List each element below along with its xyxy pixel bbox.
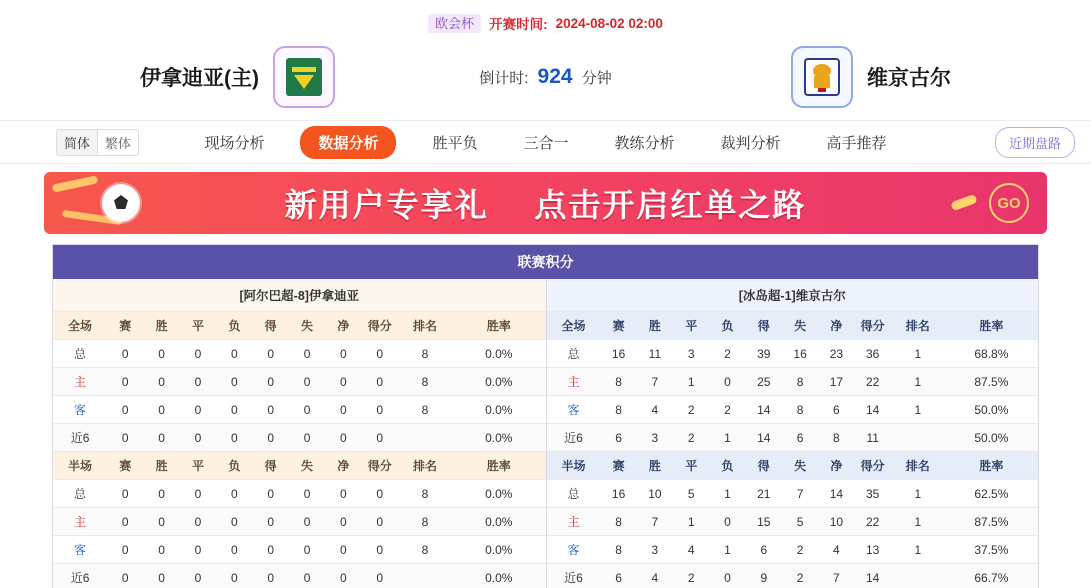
cell: 8 [600,396,636,424]
cell: 1 [673,368,709,396]
col-goals-for: 得 [253,312,289,340]
away-team-name: 维京古尔 [867,67,951,90]
col-draw: 平 [180,312,216,340]
countdown-label: 倒计时: [479,70,529,87]
cell: 0 [216,536,252,564]
cell-scope: 近6 [547,564,601,588]
col-win: 胜 [637,312,673,340]
cell: 8 [600,508,636,536]
cell: 0 [362,564,398,588]
cell: 7 [637,368,673,396]
col-played: 赛 [107,452,143,480]
cell: 10 [637,480,673,508]
col-rank: 排名 [891,452,945,480]
col-scope: 全场 [547,312,601,340]
cell: 0 [180,396,216,424]
cell: 0 [143,564,179,588]
cell: 1 [891,480,945,508]
table-row [53,396,546,424]
cell: 6 [782,424,818,452]
lang-traditional[interactable]: 繁体 [98,129,139,156]
cell: 50.0% [945,424,1038,452]
cell: 0 [253,564,289,588]
cell: 16 [782,340,818,368]
cell: 0 [289,368,325,396]
cell-scope: 主 [53,368,107,396]
cell: 8 [398,396,452,424]
col-goals-for: 得 [746,452,782,480]
cell: 6 [746,536,782,564]
cell: 5 [673,480,709,508]
cell: 11 [855,424,891,452]
cell: 7 [818,564,854,588]
cell: 87.5% [945,508,1038,536]
cell: 37.5% [945,536,1038,564]
cell: 68.8% [945,340,1038,368]
main-nav [0,120,1091,164]
cell: 14 [818,480,854,508]
cell: 0 [180,536,216,564]
away-standings-header: [冰岛超-1]维京古尔 [547,279,1039,311]
cell: 0.0% [452,480,546,508]
tab-three-in-one[interactable]: 三合一 [523,134,569,152]
cell: 0.0% [452,424,546,452]
cell: 0.0% [452,564,546,588]
banner-text [44,180,1047,226]
cell: 0 [216,396,252,424]
cell: 22 [855,368,891,396]
panel-title: 联赛积分 [53,245,1038,279]
cell: 8 [818,424,854,452]
cell: 0 [325,368,361,396]
table-row [53,368,546,396]
cell [398,424,452,452]
cell: 0 [289,340,325,368]
cell: 0 [325,508,361,536]
col-win: 胜 [143,452,179,480]
cell-scope: 主 [53,508,107,536]
col-points: 得分 [855,312,891,340]
cell-scope: 客 [547,396,601,424]
cell: 1 [709,424,745,452]
cell: 2 [782,564,818,588]
tab-coach-analysis[interactable]: 教练分析 [614,134,675,152]
cell-scope: 总 [53,340,107,368]
cell: 8 [600,368,636,396]
cell: 0 [362,480,398,508]
col-played: 赛 [600,452,636,480]
cell: 14 [855,396,891,424]
cell: 8 [398,508,452,536]
cell: 0 [325,424,361,452]
cell: 0.0% [452,396,546,424]
cell: 0 [107,480,143,508]
col-played: 赛 [600,312,636,340]
col-lose: 负 [709,312,745,340]
cell: 39 [746,340,782,368]
cell: 0 [216,340,252,368]
cell: 1 [891,536,945,564]
cell: 0 [143,508,179,536]
kickoff-time: 2024-08-02 02:00 [555,15,663,31]
col-goal-diff: 净 [325,452,361,480]
cell: 3 [637,424,673,452]
cell: 0 [253,396,289,424]
cell: 0 [107,424,143,452]
cell: 0 [216,480,252,508]
col-rank: 排名 [398,452,452,480]
cell-scope: 主 [547,508,601,536]
banner-line1: 新用户专享礼 [284,187,489,223]
cell: 13 [855,536,891,564]
cell: 14 [746,424,782,452]
cell-scope: 主 [547,368,601,396]
away-team-badge-icon [791,46,853,108]
competition-tag: 欧会杯 [428,14,481,33]
cell: 10 [818,508,854,536]
col-goals-against: 失 [289,312,325,340]
cell: 7 [637,508,673,536]
cell: 0 [289,480,325,508]
cell: 1 [891,368,945,396]
table-row [547,340,1039,368]
cell: 0 [216,368,252,396]
tab-win-draw-lose[interactable]: 胜平负 [432,134,478,152]
cell: 0 [143,368,179,396]
col-points: 得分 [362,312,398,340]
col-points: 得分 [362,452,398,480]
cell: 17 [818,368,854,396]
cell: 7 [782,480,818,508]
cell: 0 [362,424,398,452]
cell: 87.5% [945,368,1038,396]
cell: 0 [253,480,289,508]
away-halftime-table [547,451,1039,588]
cell: 1 [891,396,945,424]
cell: 0 [143,340,179,368]
cell: 1 [709,536,745,564]
table-row [53,508,546,536]
language-switch[interactable] [56,129,139,156]
cell: 0 [289,508,325,536]
cell: 35 [855,480,891,508]
col-goals-for: 得 [746,312,782,340]
table-row [547,536,1039,564]
cell: 0 [107,564,143,588]
col-lose: 负 [709,452,745,480]
cell-scope: 总 [547,340,601,368]
col-goal-diff: 净 [818,312,854,340]
table-row [53,564,546,588]
col-goal-diff: 净 [325,312,361,340]
cell: 8 [782,396,818,424]
cell: 11 [637,340,673,368]
cell: 0 [362,536,398,564]
cell: 0 [180,368,216,396]
cell: 0 [253,368,289,396]
cell: 0 [325,340,361,368]
cell: 0 [362,396,398,424]
col-goals-against: 失 [782,452,818,480]
cell: 0 [107,340,143,368]
promo-banner[interactable] [44,172,1047,234]
cell: 0 [289,536,325,564]
match-meta [0,0,1091,34]
cell: 8 [398,536,452,564]
league-standings-panel [52,244,1039,588]
col-winrate: 胜率 [945,312,1038,340]
cell: 0 [253,340,289,368]
cell: 0 [216,564,252,588]
tab-referee-analysis[interactable]: 裁判分析 [720,134,781,152]
cell: 66.7% [945,564,1038,588]
cell: 0 [180,480,216,508]
table-header-row [547,312,1039,340]
cell: 0 [253,508,289,536]
cell: 0 [143,424,179,452]
col-lose: 负 [216,312,252,340]
col-goals-against: 失 [289,452,325,480]
col-win: 胜 [143,312,179,340]
cell: 2 [673,424,709,452]
col-scope: 半场 [547,452,601,480]
cell: 0 [180,424,216,452]
cell: 36 [855,340,891,368]
cell: 0 [709,368,745,396]
table-header-row [547,452,1039,480]
banner-go-button[interactable]: GO [989,183,1029,223]
countdown-unit: 分钟 [581,70,612,87]
cell: 4 [818,536,854,564]
table-row [547,564,1039,588]
table-header-row [53,452,546,480]
col-goals-against: 失 [782,312,818,340]
col-winrate: 胜率 [452,312,546,340]
nav-tabs [194,126,896,159]
cell: 1 [891,508,945,536]
countdown-value: 924 [537,65,573,88]
cell: 14 [855,564,891,588]
col-scope: 半场 [53,452,107,480]
col-goals-for: 得 [253,452,289,480]
cell: 0 [253,424,289,452]
col-winrate: 胜率 [452,452,546,480]
lang-simplified[interactable]: 简体 [56,129,98,156]
cell: 0 [216,508,252,536]
tab-live-analysis[interactable]: 现场分析 [204,134,265,152]
cell: 0 [107,396,143,424]
banner-line2: 点击开启红单之路 [534,187,807,223]
cell: 15 [746,508,782,536]
cell-scope: 总 [53,480,107,508]
cell: 0 [180,564,216,588]
cell: 21 [746,480,782,508]
table-header-row [53,312,546,340]
cell: 0 [216,424,252,452]
cell: 0 [253,536,289,564]
away-standings [546,279,1039,588]
cell: 0 [180,340,216,368]
cell: 0.0% [452,368,546,396]
home-standings-header: [阿尔巴超-8]伊拿迪亚 [53,279,546,311]
cell: 8 [398,480,452,508]
cell [891,424,945,452]
cell-scope: 客 [547,536,601,564]
cell: 4 [673,536,709,564]
col-draw: 平 [673,312,709,340]
cell: 62.5% [945,480,1038,508]
col-played: 赛 [107,312,143,340]
cell: 0 [107,536,143,564]
home-team-name: 伊拿迪亚(主) [140,67,259,90]
cell: 1 [891,340,945,368]
cell: 22 [855,508,891,536]
cell: 0 [143,536,179,564]
cell: 2 [782,536,818,564]
cell: 8 [398,368,452,396]
table-row [53,340,546,368]
cell [891,564,945,588]
col-rank: 排名 [891,312,945,340]
home-standings [53,279,546,588]
cell: 25 [746,368,782,396]
cell: 0 [289,424,325,452]
cell: 3 [637,536,673,564]
cell: 6 [600,424,636,452]
col-scope: 全场 [53,312,107,340]
cell: 1 [709,480,745,508]
cell: 4 [637,396,673,424]
cell: 2 [709,396,745,424]
home-halftime-table [53,451,546,588]
kickoff-label: 开赛时间: [489,17,548,32]
cell: 0 [143,396,179,424]
table-row [53,536,546,564]
home-fulltime-table [53,311,546,451]
cell: 9 [746,564,782,588]
soccer-ball-icon [102,184,140,222]
cell: 16 [600,480,636,508]
cell-scope: 近6 [547,424,601,452]
cell: 6 [818,396,854,424]
table-row [547,480,1039,508]
cell: 8 [398,340,452,368]
cell-scope: 总 [547,480,601,508]
col-winrate: 胜率 [945,452,1038,480]
table-row [547,508,1039,536]
away-fulltime-table [547,311,1039,451]
table-row [547,424,1039,452]
cell: 0 [180,508,216,536]
cell: 2 [673,396,709,424]
cell: 0 [325,396,361,424]
cell: 16 [600,340,636,368]
cell: 0 [325,536,361,564]
cell: 0 [362,340,398,368]
tab-data-analysis[interactable]: 数据分析 [300,126,396,159]
cell: 0 [362,508,398,536]
col-rank: 排名 [398,312,452,340]
cell: 6 [600,564,636,588]
cell: 0.0% [452,536,546,564]
cell: 0 [289,564,325,588]
cell: 0 [289,396,325,424]
cell: 3 [673,340,709,368]
cell: 0 [107,508,143,536]
cell-scope: 近6 [53,564,107,588]
cell: 5 [782,508,818,536]
table-row [547,396,1039,424]
cell [398,564,452,588]
cell: 8 [782,368,818,396]
cell: 2 [709,340,745,368]
table-row [53,480,546,508]
cell: 0 [325,564,361,588]
cell: 4 [637,564,673,588]
cell-scope: 近6 [53,424,107,452]
cell: 0 [325,480,361,508]
cell: 0 [709,564,745,588]
cell: 8 [600,536,636,564]
cell: 0 [143,480,179,508]
cell: 2 [673,564,709,588]
col-draw: 平 [673,452,709,480]
away-team[interactable] [791,46,951,108]
col-points: 得分 [855,452,891,480]
col-win: 胜 [637,452,673,480]
tab-expert-picks[interactable]: 高手推荐 [826,134,887,152]
table-row [53,424,546,452]
cell-scope: 客 [53,396,107,424]
col-lose: 负 [216,452,252,480]
col-draw: 平 [180,452,216,480]
table-row [547,368,1039,396]
col-goal-diff: 净 [818,452,854,480]
cell: 23 [818,340,854,368]
match-header [0,34,1091,120]
cell: 14 [746,396,782,424]
cell: 1 [673,508,709,536]
recent-odds-button[interactable]: 近期盘路 [995,127,1075,158]
cell: 0.0% [452,340,546,368]
cell: 0 [107,368,143,396]
cell: 0 [362,368,398,396]
cell: 0 [709,508,745,536]
cell-scope: 客 [53,536,107,564]
cell: 50.0% [945,396,1038,424]
cell: 0.0% [452,508,546,536]
